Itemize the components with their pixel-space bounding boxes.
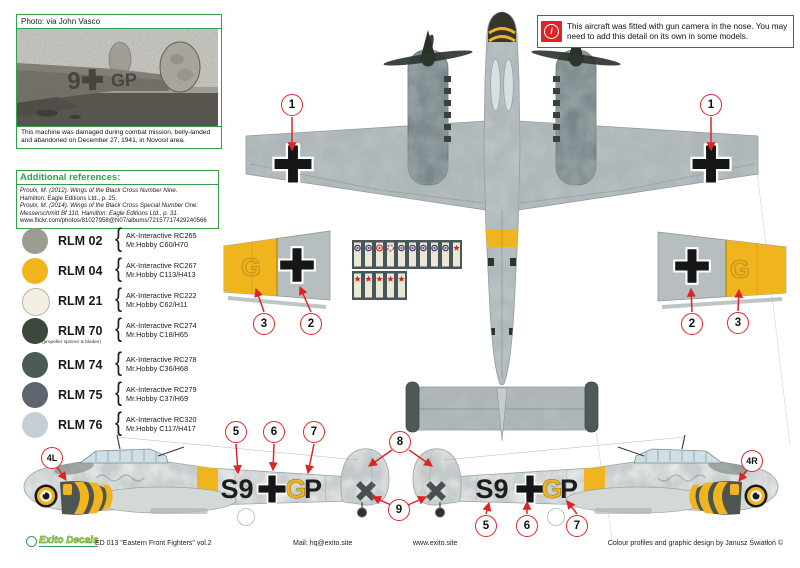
photo-note: This machine was damaged during combat mission, belly-landed and abandoned on December 27, 1941, in Novosil area.: [21, 129, 211, 144]
references-panel: [16, 170, 219, 229]
gun-camera-note: [537, 15, 794, 48]
rlm-note: (propeller spinner & blades): [42, 340, 101, 345]
paint-swatch-rlm75: [16, 382, 226, 410]
paint-swatch-rlm02: [16, 228, 226, 256]
callout-7-left-letters: 7: [303, 421, 325, 443]
brace-glyph: [115, 257, 122, 281]
paint-code-mr: Mr.Hobby C113/H413: [126, 270, 196, 280]
paint-code-mr: Mr.Hobby C60/H70: [126, 240, 189, 250]
paint-swatch-rlm21: [16, 288, 226, 316]
brace-glyph: [115, 317, 122, 341]
victory-tally: [352, 240, 462, 300]
paint-code-ak: AK-Interactive RC278: [126, 355, 197, 364]
callout-3-stbd-wingtip: 3: [727, 312, 749, 334]
callout-6-right-cross: 6: [516, 515, 538, 537]
rlm-label: RLM 04: [58, 264, 103, 278]
paint-code-ak: AK-Interactive RC267: [126, 261, 197, 270]
info-icon: [541, 21, 562, 42]
paint-swatch-rlm70: [16, 318, 226, 346]
brace-glyph: [115, 411, 122, 435]
left-profile: [18, 435, 398, 528]
letter-p-right: P: [559, 474, 579, 504]
logo-swirl-icon: [26, 536, 37, 547]
paint-code-mr: Mr.Hobby C37/H69: [126, 394, 189, 404]
reference-line: Proulx, M. (2014). Wings of the Black Cross Special Number One:: [20, 202, 199, 210]
paint-code-mr: Mr.Hobby C62/H11: [126, 300, 188, 310]
wing-letter-left: G: [241, 254, 261, 282]
rlm-label: RLM 75: [58, 388, 103, 402]
color-swatch-circle: [22, 382, 48, 408]
color-swatch-circle: [22, 228, 48, 254]
letter-g-right: G: [541, 474, 563, 504]
paint-code-ak: AK-Interactive RC222: [126, 291, 197, 300]
reference-line: Hamilton: Eagle Editions Ltd., p. 25.: [20, 194, 117, 202]
fuselage-code-right: S9: [475, 474, 509, 504]
callout-5-left-code: 5: [225, 421, 247, 443]
letter-p-left: P: [303, 474, 323, 504]
paint-code-mr: Mr.Hobby C18/H65: [126, 330, 189, 340]
reference-line[interactable]: www.flickr.com/photos/81027958@N07/albums/72157717429240566: [20, 217, 207, 225]
rlm-label: RLM 74: [58, 358, 103, 372]
color-swatch-circle: [22, 352, 48, 378]
letter-g-left: G: [285, 474, 307, 504]
photo-image: [17, 29, 221, 127]
brace-glyph: [115, 227, 122, 251]
rlm-label: RLM 21: [58, 294, 103, 308]
reference-line: Messerschmitt Bf 110. Hamilton: Eagle Editions Ltd., p. 31.: [20, 209, 179, 217]
paint-swatch-rlm74: [16, 352, 226, 380]
rlm-label: RLM 70: [58, 324, 103, 338]
rlm-label: RLM 76: [58, 418, 103, 432]
contact-mail[interactable]: Mail: hq@exito.site: [293, 540, 353, 547]
gun-camera-note-text: This aircraft was fitted with gun camera in the nose. You may need to add this detail on its own in some models.: [567, 21, 788, 41]
color-swatch-circle: [22, 288, 50, 316]
paint-code-ak: AK-Interactive RC279: [126, 385, 197, 394]
references-title: Additional references:: [17, 171, 218, 185]
exito-decals-logo: [26, 535, 98, 547]
callout-1-right-wing: 1: [700, 94, 722, 116]
color-swatch-circle: [22, 258, 48, 284]
topview-aircraft: [240, 0, 800, 450]
callout-1-left-wing: 1: [281, 94, 303, 116]
paint-reference-list: [16, 228, 226, 443]
wing-letter-right: G: [730, 256, 750, 284]
paint-swatch-rlm04: [16, 258, 226, 286]
website-link[interactable]: www.exito.site: [413, 540, 458, 547]
paint-code-mr: Mr.Hobby C36/H68: [126, 364, 189, 374]
callout-2-stbd-underwing-cross: 2: [681, 313, 703, 335]
brace-glyph: [115, 287, 122, 311]
callout-2-port-underwing-cross: 2: [300, 313, 322, 335]
callout-7-right-letters: 7: [566, 515, 588, 537]
designer-credit: Colour profiles and graphic design by Janusz Światłoń ©: [607, 540, 783, 547]
reference-line: Proulx, M. (2012). Wings of the Black Cross Number Nine.: [20, 187, 178, 194]
color-swatch-circle: [22, 412, 48, 438]
callout-4l-nose-art: 4L: [41, 447, 63, 469]
photo-panel: [16, 14, 222, 149]
callout-3-port-wingtip: 3: [253, 313, 275, 335]
rlm-label: RLM 02: [58, 234, 103, 248]
references-list: [17, 185, 218, 228]
product-code: ED 013 "Eastern Front Fighters" vol.2: [95, 540, 212, 547]
brace-glyph: [115, 381, 122, 405]
paint-code-ak: AK-Interactive RC265: [126, 231, 197, 240]
info-icon-glyph: i: [544, 24, 559, 39]
logo-text: Exito Decals: [39, 535, 99, 546]
paint-code-mr: Mr.Hobby C117/H417: [126, 424, 196, 434]
port-wing-underside: [224, 231, 330, 309]
callout-5-right-code: 5: [475, 515, 497, 537]
fuselage-code-left: S9: [220, 474, 254, 504]
photo-caption: Photo: via John Vasco: [17, 15, 221, 29]
callout-6-left-cross: 6: [263, 421, 285, 443]
paint-code-ak: AK-Interactive RC320: [126, 415, 197, 424]
paint-code-ak: AK-Interactive RC274: [126, 321, 197, 330]
starboard-wing-underside: [658, 232, 786, 309]
brace-glyph: [115, 351, 122, 375]
paint-swatch-rlm76: [16, 412, 226, 440]
callout-4r-nose-art: 4R: [741, 450, 763, 472]
callout-8-tail-tips: 8: [389, 431, 411, 453]
right-profile: [404, 435, 784, 528]
callout-9-tail-markings: 9: [388, 499, 410, 521]
